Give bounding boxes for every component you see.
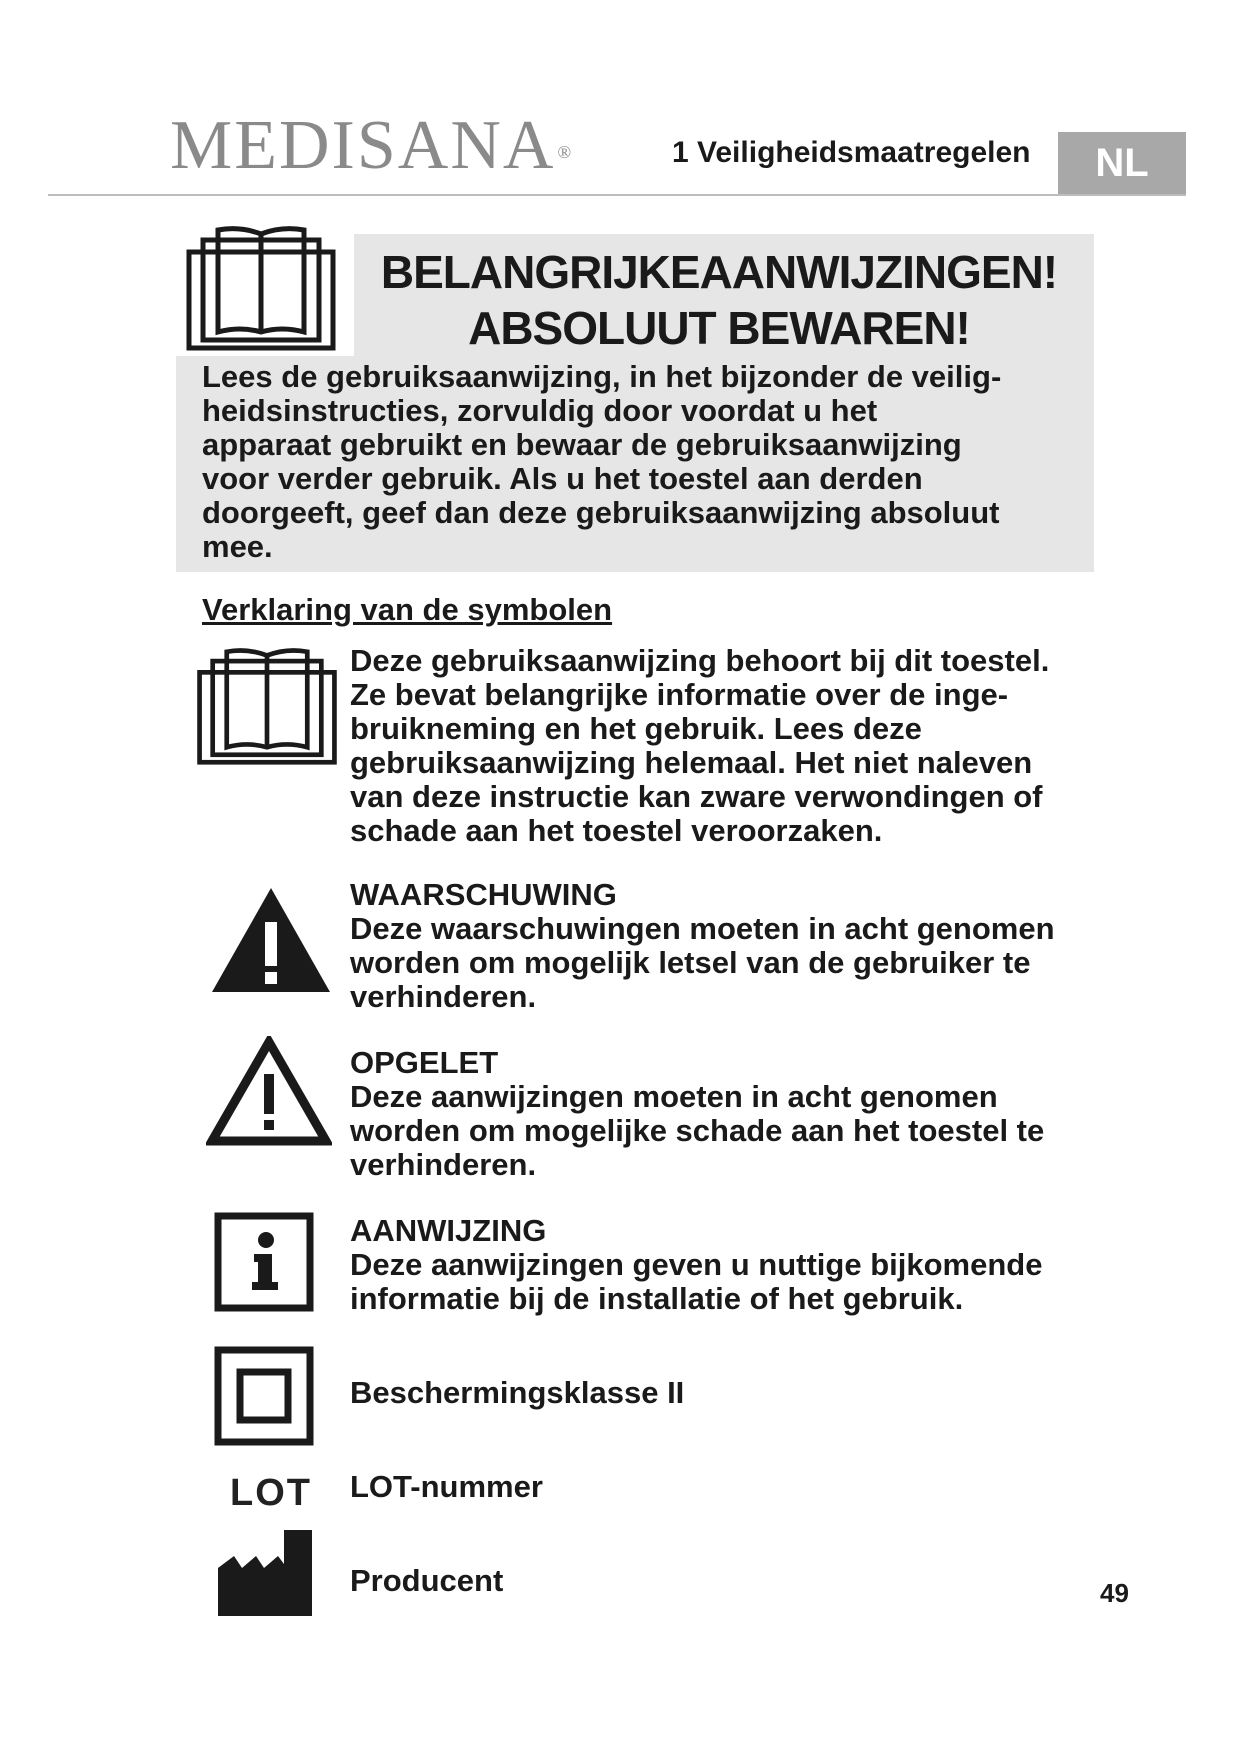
medisana-logo (170, 106, 573, 186)
description-line: schade aan het toestel veroorzaken. (350, 813, 883, 848)
description-line: worden om mogelijke schade aan het toestel te (350, 1113, 1045, 1148)
section-title: 1 Veiligheidsmaatregelen (672, 136, 1031, 169)
description-line: LOT-nummer (350, 1469, 543, 1504)
headline-line: ABSOLUUT BEWAREN! (468, 302, 970, 354)
symbol-description-manufacturer (350, 1564, 1130, 1598)
description-line: informatie bij de installatie of het gebruik. (350, 1281, 964, 1316)
description-line: bruikneming en het gebruik. Lees deze (350, 711, 922, 746)
registered-mark: ® (557, 142, 574, 162)
symbol-description-lot (350, 1470, 1130, 1504)
manual-book-icon (186, 226, 336, 352)
description-line: Deze gebruiksaanwijzing behoort bij dit toestel. (350, 643, 1050, 678)
description-line: Deze aanwijzingen geven u nuttige bijkomende (350, 1247, 1043, 1282)
symbol-description-caution (350, 1046, 1130, 1182)
description-line: Beschermingsklasse II (350, 1375, 685, 1410)
notice-headline (354, 244, 1084, 356)
description-line: Deze aanwijzingen moeten in acht genomen (350, 1079, 998, 1114)
headline-line: BELANGRIJKEAANWIJZINGEN! (380, 246, 1058, 298)
notice-line: heidsinstructies, zorvuldig door voordat u het (202, 393, 878, 428)
description-line: verhinderen. (350, 1147, 537, 1182)
description-line: Producent (350, 1563, 504, 1598)
lot-icon: LOT (230, 1472, 312, 1514)
description-line: Deze waarschuwingen moeten in acht genomen (350, 911, 1055, 946)
description-line: Ze bevat belangrijke informatie over de inge- (350, 677, 1009, 712)
protection-class-ii-icon (214, 1346, 314, 1446)
brand-name: MEDISANA (170, 107, 556, 184)
notice-body (202, 360, 1082, 564)
caution-triangle-outline-icon (206, 1036, 332, 1146)
description-line: verhinderen. (350, 979, 537, 1014)
header-divider (48, 194, 1186, 196)
manufacturer-factory-icon (216, 1528, 314, 1616)
warning-triangle-filled-icon (210, 886, 332, 994)
description-line: WAARSCHUWING (350, 877, 617, 912)
symbol-description-info (350, 1214, 1130, 1316)
symbol-description-manual (350, 644, 1130, 848)
description-line: gebruiksaanwijzing helemaal. Het niet naleven (350, 745, 1033, 780)
notice-line: voor verder gebruik. Als u het toestel aan derden (202, 461, 923, 496)
description-line: OPGELET (350, 1045, 499, 1080)
notice-line: apparaat gebruikt en bewaar de gebruiksaanwijzing (202, 427, 962, 462)
notice-line: Lees de gebruiksaanwijzing, in het bijzonder de veilig- (202, 359, 1002, 394)
symbol-description-protection-class (350, 1376, 1130, 1410)
notice-line: mee. (202, 529, 273, 564)
notice-line: doorgeeft, geef dan deze gebruiksaanwijzing absoluut (202, 495, 1000, 530)
symbol-description-warning (350, 878, 1130, 1014)
info-box-icon (214, 1212, 314, 1312)
description-line: worden om mogelijk letsel van de gebruiker te (350, 945, 1031, 980)
description-line: AANWIJZING (350, 1213, 547, 1248)
page-number: 49 (1100, 1578, 1129, 1608)
description-line: van deze instructie kan zware verwondingen of (350, 779, 1043, 814)
language-tab: NL (1058, 132, 1186, 194)
symbols-heading: Verklaring van de symbolen (202, 592, 613, 627)
manual-book-icon (196, 648, 338, 766)
